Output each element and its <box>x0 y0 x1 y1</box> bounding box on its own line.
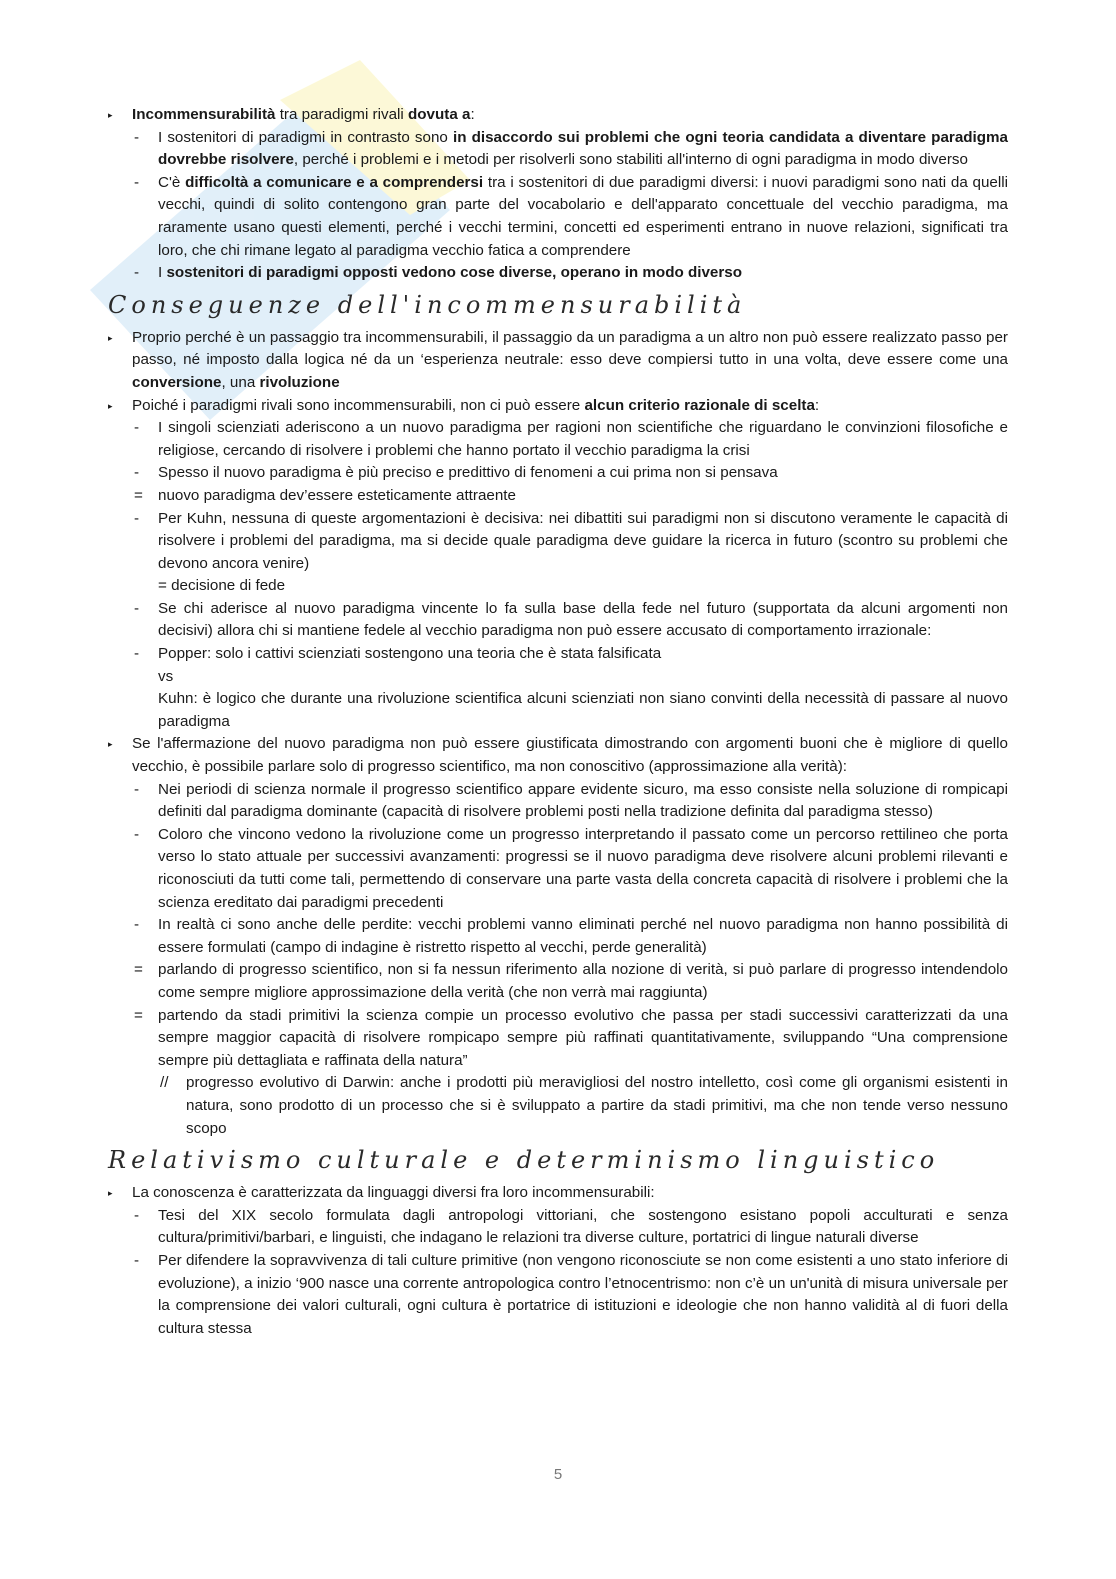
list-marker: - <box>134 645 140 663</box>
bold-text: alcun criterio razionale di scelta <box>584 396 815 414</box>
text-run: Kuhn: è logico che durante una rivoluzione scientifica alcuni scienziati non siano convinti della necessità di passare al nuovo paradigma <box>158 690 1008 730</box>
text-run: Se l'affermazione del nuovo paradigma non può essere giustificata dimostrando con argomenti buoni che è migliore di quello vecchio, è possibile parlare solo di progresso scientifico, ma non conoscitivo (approssimazione alla verità): <box>132 735 1008 776</box>
list-marker: - <box>134 173 140 191</box>
list-marker: - <box>134 419 140 437</box>
sub-item <box>108 1005 1008 1073</box>
bullet-triangle-icon: ▸ <box>108 739 113 750</box>
sub-item <box>108 1072 1008 1140</box>
text-run: parlando di progresso scientifico, non si fa nessun riferimento alla nozione di verità, si può parlare di progresso intendendolo come sempre migliore approssimazione della verità (che non verrà mai raggiunta) <box>158 961 1008 1001</box>
sub-item <box>108 262 1008 285</box>
bullet-item <box>108 733 1008 778</box>
list-marker: - <box>134 916 140 934</box>
sub-item <box>108 127 1008 172</box>
section-heading: Relativismo culturale e determinismo linguistico <box>108 1146 940 1175</box>
text-run: I sostenitori di paradigmi in contrasto sono <box>158 128 453 146</box>
sub-item <box>108 1250 1008 1340</box>
continuation-line <box>108 666 1008 689</box>
text-run: : <box>814 396 820 414</box>
text-run: tra i sostenitori di due paradigmi diversi: i nuovi paradigmi sono nati da quelli vecchi, quindi di solito contengono gran parte del vocabolario e dell'apparato concettuale del vecchio paradigma, ma raramente usano questi elementi, perché i vecchi termini, concetti ed esperimenti entrano in nuove relazioni, significati tra loro, che chi rimane legato al paradigma vecchio fatica a comprendere <box>158 173 1008 259</box>
sub-item <box>108 779 1008 824</box>
sub-item <box>108 417 1008 462</box>
sub-item <box>108 172 1008 262</box>
bullet-item <box>108 327 1008 395</box>
bold-text: rivoluzione <box>259 373 340 391</box>
text-run: vs <box>158 667 174 685</box>
text-run: Coloro che vincono vedono la rivoluzione come un progresso interpretando il passato come un percorso rettilineo che porta verso lo stato attuale per successivi avanzamenti: progressi se il nuovo paradigma deve risolvere alcuni problemi rilevanti e riconosciuti da tutti come tali, permettendo di conservare una parte vasta della concreta capacità di risolvere i problemi che la scienza ereditato dai paradigmi precedenti <box>158 825 1008 911</box>
text-run: partendo da stadi primitivi la scienza compie un processo evolutivo che passa per stadi successivi caratterizzati da una sempre maggior capacità di risolvere rompicapo sempre più raffinati quantitativamente, sviluppando “Una comprensione sempre più dettagliata e raffinata della natura” <box>158 1006 1008 1069</box>
sub-item <box>108 485 1008 508</box>
sub-item <box>108 1205 1008 1250</box>
bullet-item <box>108 1182 1008 1205</box>
bold-text: Incommensurabilità <box>132 106 276 123</box>
list-marker: - <box>134 1206 140 1224</box>
list-marker: - <box>134 1251 140 1269</box>
text-run: Proprio perché è un passaggio tra incommensurabili, il passaggio da un paradigma a un altro non può essere realizzato passo per passo, né imposto dalla logica né da un ‘esperienza neutrale: esso deve compiersi tutto in una volta, deve essere come una <box>132 328 1008 369</box>
text-run: C'è <box>158 173 186 191</box>
continuation-line <box>108 575 1008 598</box>
list-marker: = <box>134 961 143 979</box>
text-run: progresso evolutivo di Darwin: anche i prodotti più meravigliosi del nostro intelletto, così come gli organismi esistenti in natura, sono prodotto di un processo che si è sviluppato a partire da stadi primitivi, ma che non tende verso nessuno scopo <box>186 1074 1008 1137</box>
bold-text: dovuta a <box>408 106 471 123</box>
text-run: I singoli scienziati aderiscono a un nuovo paradigma per ragioni non scientifiche che riguardano le convinzioni filosofiche e religiose, cercando di risolvere i problemi che hanno portato il vecchio paradigma la crisi <box>158 419 1008 459</box>
text-run: Per difendere la sopravvivenza di tali culture primitive (non vengono riconosciute se non come esistenti a uno stato inferiore di evoluzione), a inizio ‘900 nasce una corrente antropologica contro l’etnocentrismo: non c’è un un'unità di misura universale per la comprensione dei valori culturali, ogni cultura è portatrice di istituzioni e ideologie che non hanno validità al di fuori della cultura stessa <box>158 1251 1008 1337</box>
text-run: Popper: solo i cattivi scienziati sostengono una teoria che è stata falsificata <box>158 645 662 663</box>
bullet-triangle-icon: ▸ <box>108 332 113 343</box>
text-run: I <box>158 264 167 282</box>
document-body <box>108 104 1008 1340</box>
text-run: : <box>470 106 475 123</box>
list-marker: // <box>160 1074 169 1092</box>
text-run: In realtà ci sono anche delle perdite: vecchi problemi vanno eliminati perché nel nuovo paradigma non hanno possibilità di essere formulati (campo di indagine è ristretto rispetto al vecchi, perde generalità) <box>158 916 1008 956</box>
text-run: tra paradigmi rivali <box>275 106 408 123</box>
bullet-item <box>108 104 1008 127</box>
continuation-line <box>108 688 1008 733</box>
bold-text: difficoltà a comunicare e a comprendersi <box>185 173 484 191</box>
text-run: Spesso il nuovo paradigma è più preciso e predittivo di fenomeni a cui prima non si pensava <box>158 464 778 482</box>
bold-text: conversione <box>132 373 222 391</box>
bullet-triangle-icon: ▸ <box>108 400 113 411</box>
list-marker: = <box>134 1006 143 1024</box>
text-run: , una <box>221 373 260 391</box>
sub-item <box>108 598 1008 643</box>
bullet-triangle-icon: ▸ <box>108 110 113 120</box>
sub-item <box>108 959 1008 1004</box>
section-heading: Conseguenze dell'incommensurabilità <box>108 290 747 319</box>
text-run: Per Kuhn, nessuna di queste argomentazioni è decisiva: nei dibattiti sui paradigmi non si discutono veramente le capacità di risolvere i problemi del paradigma, ma si decide quale paradigma deve guidare la ricerca in futuro (scontro su problemi che devono ancora venire) <box>158 509 1008 572</box>
list-marker: - <box>134 464 140 482</box>
list-marker: - <box>134 780 140 798</box>
page-number: 5 <box>553 1466 563 1483</box>
sub-item <box>108 643 1008 666</box>
text-run: = decisione di fede <box>158 577 286 595</box>
text-run: Se chi aderisce al nuovo paradigma vincente lo fa sulla base della fede nel futuro (supportata da alcuni argomenti non decisivi) allora chi si mantiene fedele al vecchio paradigma non può essere accusato di comportamento irrazionale: <box>158 599 1008 640</box>
sub-item <box>108 462 1008 485</box>
list-marker: - <box>134 509 140 527</box>
text-run: , perché i problemi e i metodi per risolverli sono stabiliti all'interno di ogni paradigma in modo diverso <box>293 151 968 169</box>
text-run: Tesi del XIX secolo formulata dagli antropologi vittoriani, che sostengono esistano popoli acculturati e senza cultura/primitivi/barbari, e linguisti, che indagano le relazioni tra diverse culture, portatrici di lingue naturali diverse <box>158 1206 1008 1247</box>
bullet-triangle-icon: ▸ <box>108 1188 113 1199</box>
list-marker: - <box>134 599 140 617</box>
list-marker: - <box>134 264 140 282</box>
sub-item <box>108 914 1008 959</box>
list-marker: = <box>134 486 143 504</box>
text-run: Poiché i paradigmi rivali sono incommensurabili, non ci può essere <box>132 396 585 414</box>
list-marker: - <box>134 128 140 146</box>
text-run: nuovo paradigma dev’essere esteticamente attraente <box>158 486 516 504</box>
sub-item <box>108 508 1008 576</box>
text-run: Nei periodi di scienza normale il progresso scientifico appare evidente sicuro, ma esso consiste nella soluzione di rompicapi definiti dal paradigma dominante (capacità di risolvere problemi posti nella tradizione definita dal paradigma stesso) <box>158 780 1008 821</box>
bold-text: in disaccordo sui problemi che ogni teoria candidata a diventare paradigma dovrebbe risolvere <box>158 128 1008 169</box>
text-run: La conoscenza è caratterizzata da linguaggi diversi fra loro incommensurabili: <box>132 1184 655 1202</box>
list-marker: - <box>134 825 140 843</box>
sub-item <box>108 824 1008 914</box>
bold-text: sostenitori di paradigmi opposti vedono cose diverse, operano in modo diverso <box>166 264 742 282</box>
bullet-item <box>108 395 1008 418</box>
